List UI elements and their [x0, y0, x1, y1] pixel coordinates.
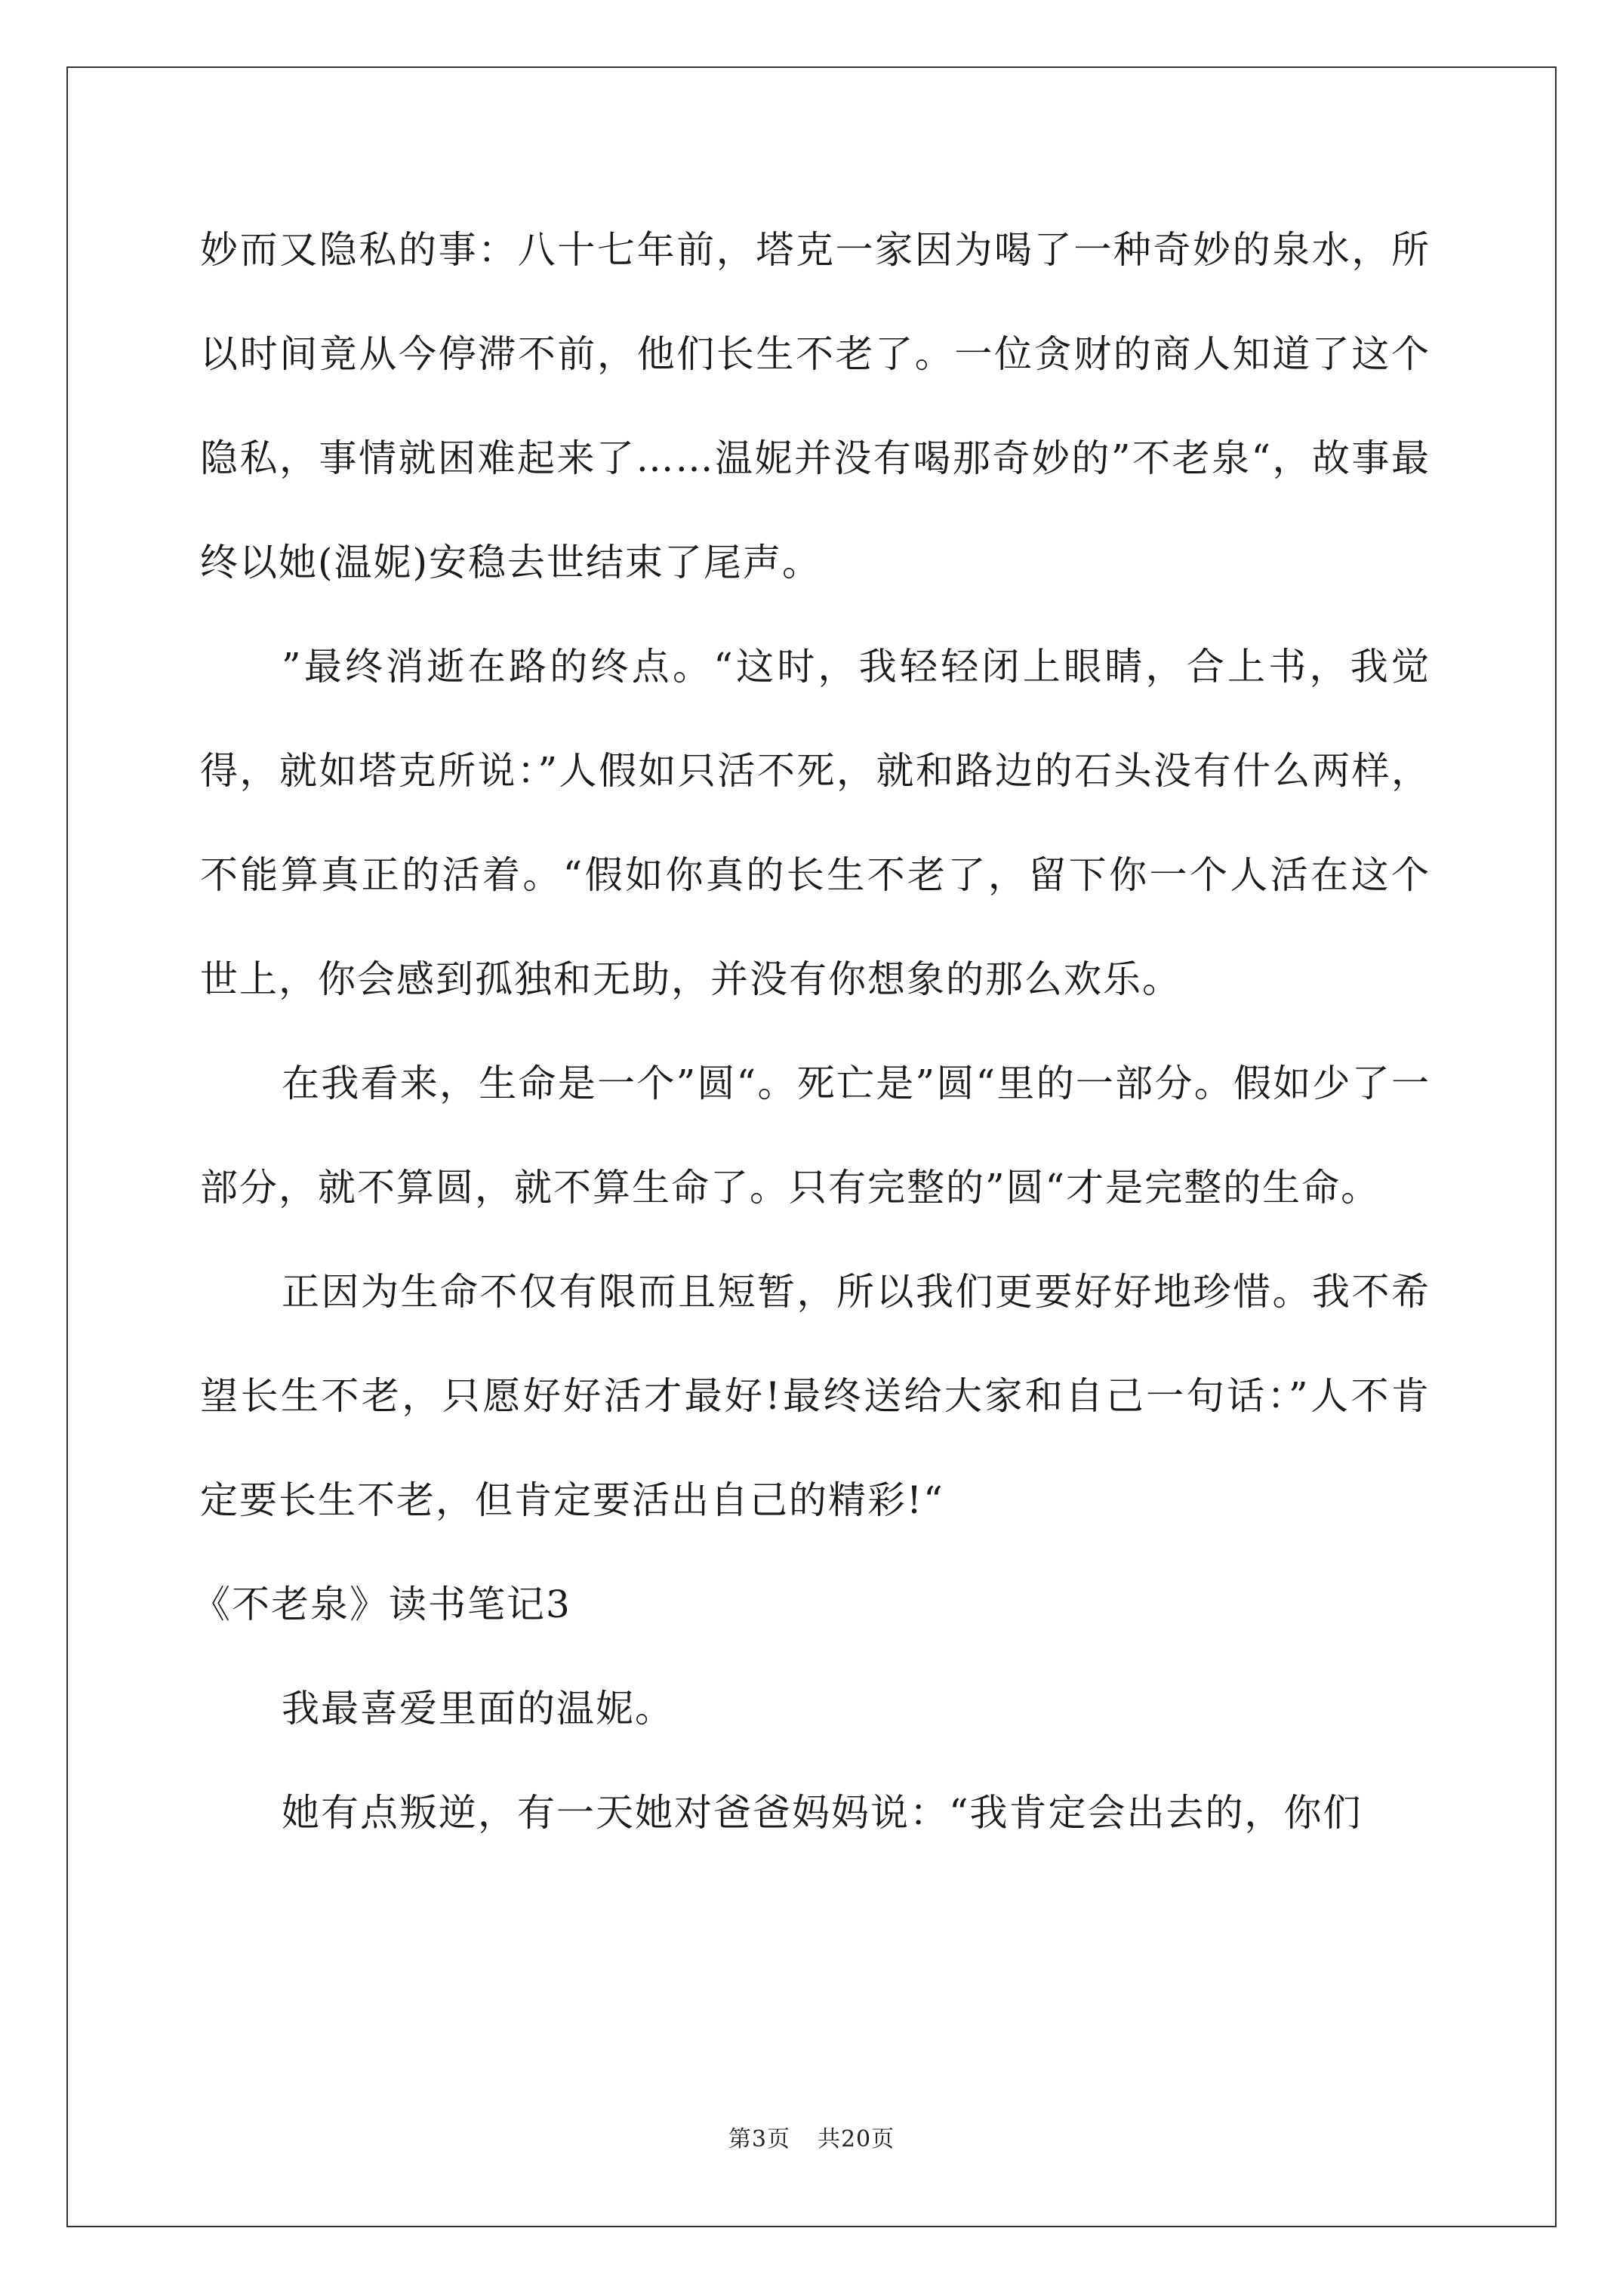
page-total: 共20页 [817, 2126, 895, 2153]
paragraph-2: ”最终消逝在路的终点。“这时，我轻轻闭上眼睛，合上书，我觉得，就如塔克所说：”人假如只活不死，就和路边的石头没有什么两样，不能算真正的活着。“假如你真的长生不老了，留下你一个人活在这个世上，你会感到孤独和无助，并没有你想象的那么欢乐。 [200, 645, 1431, 1001]
page-footer [0, 2120, 1623, 2153]
document-body [192, 198, 1431, 1865]
paragraph-5: 我最喜爱里面的温妮。 [282, 1687, 674, 1730]
section-heading: 《不老泉》读书笔记3 [192, 1583, 571, 1626]
paragraph-6: 她有点叛逆，有一天她对爸爸妈妈说：“我肯定会出去的，你们 [282, 1791, 1363, 1835]
paragraph-3: 在我看来，生命是一个”圆“。死亡是”圆“里的一部分。假如少了一部分，就不算圆，就不算生命了。只有完整的”圆“才是完整的生命。 [200, 1062, 1431, 1210]
paragraph-1: 妙而又隐私的事：八十七年前，塔克一家因为喝了一种奇妙的泉水，所以时间竟从今停滞不前，他们长生不老了。一位贪财的商人知道了这个隐私，事情就困难起来了……温妮并没有喝那奇妙的”不老泉“，故事最终以她(温妮)安稳去世结束了尾声。 [200, 228, 1431, 584]
paragraph-4: 正因为生命不仅有限而且短暂，所以我们更要好好地珍惜。我不希望长生不老，只愿好好活才最好!最终送给大家和自己一句话：”人不肯定要长生不老，但肯定要活出自己的精彩!“ [200, 1270, 1431, 1522]
page-number: 第3页 [728, 2126, 790, 2153]
